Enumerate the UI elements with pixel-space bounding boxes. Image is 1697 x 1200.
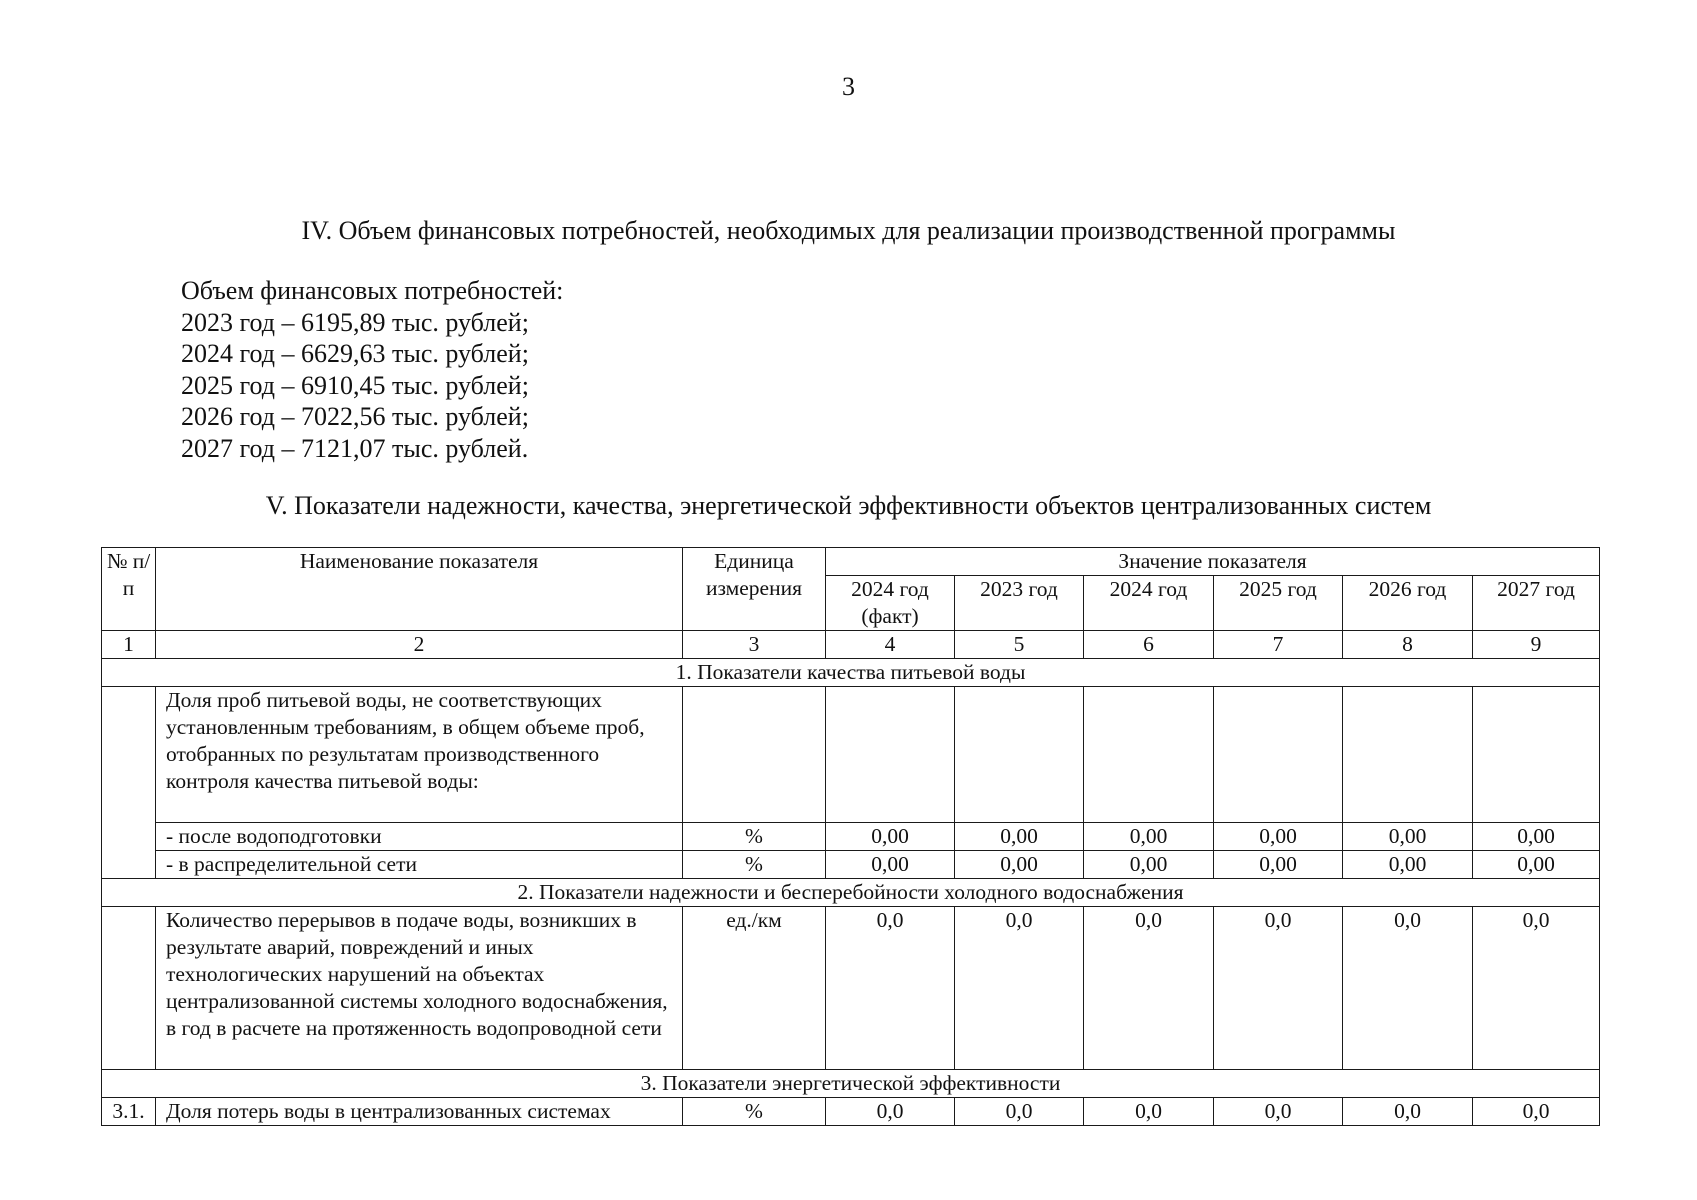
row-num-cell	[102, 907, 156, 1070]
indicator-name: Доля потерь воды в централизованных системах	[156, 1098, 683, 1126]
unit-cell: %	[683, 823, 826, 851]
unit-cell	[683, 687, 826, 823]
column-number: 6	[1084, 631, 1214, 659]
unit-cell: %	[683, 851, 826, 879]
indicator-name: - после водоподготовки	[156, 823, 683, 851]
value-cell: 0,00	[1214, 823, 1343, 851]
indicator-description: Доля проб питьевой воды, не соответствующих установленным требованиям, в общем объеме проб, отобранных по результатам производственного контроля качества питьевой воды:	[156, 687, 683, 823]
value-cell: 0,0	[1473, 1098, 1600, 1126]
row-num-cell: 3.1.	[102, 1098, 156, 1126]
header-name: Наименование показателя	[156, 548, 683, 631]
column-number: 8	[1343, 631, 1473, 659]
row-num-cell	[102, 687, 156, 879]
table-row	[102, 907, 1600, 1070]
table-row	[102, 687, 1600, 823]
value-cell: 0,0	[826, 1098, 955, 1126]
value-cell: 0,00	[826, 851, 955, 879]
table-row	[102, 851, 1600, 879]
section-4-title: IV. Объем финансовых потребностей, необходимых для реализации производственной программы	[301, 216, 1396, 245]
page-number: 3	[842, 72, 855, 101]
unit-cell: %	[683, 1098, 826, 1126]
section-title-cell: 3. Показатели энергетической эффективности	[102, 1070, 1600, 1098]
header-year: 2024 год (факт)	[826, 576, 955, 631]
value-cell: 0,0	[1084, 1098, 1214, 1126]
value-cell	[1343, 687, 1473, 823]
value-cell	[1214, 687, 1343, 823]
header-value-group: Значение показателя	[826, 548, 1600, 576]
column-number: 2	[156, 631, 683, 659]
section-title-cell: 2. Показатели надежности и бесперебойности холодного водоснабжения	[102, 879, 1600, 907]
indicators-table	[101, 547, 1600, 1126]
section-row	[102, 879, 1600, 907]
value-cell: 0,0	[1084, 907, 1214, 1070]
section-title-cell: 1. Показатели качества питьевой воды	[102, 659, 1600, 687]
header-year: 2026 год	[1343, 576, 1473, 631]
header-year: 2023 год	[955, 576, 1084, 631]
indicator-name: Количество перерывов в подаче воды, возникших в результате аварий, повреждений и иных технологических нарушений на объектах централизованной системы холодного водоснабжения, в год в расчете на протяженность водопроводной сети	[156, 907, 683, 1070]
value-cell: 0,0	[1343, 1098, 1473, 1126]
value-cell: 0,00	[1343, 823, 1473, 851]
value-cell: 0,00	[1084, 851, 1214, 879]
header-unit: Единица измерения	[683, 548, 826, 631]
value-cell: 0,0	[955, 907, 1084, 1070]
financial-needs-block	[181, 275, 563, 465]
column-number: 1	[102, 631, 156, 659]
value-cell	[1473, 687, 1600, 823]
column-number: 3	[683, 631, 826, 659]
column-number: 4	[826, 631, 955, 659]
header-year: 2027 год	[1473, 576, 1600, 631]
value-cell: 0,0	[1214, 1098, 1343, 1126]
table-row	[102, 823, 1600, 851]
unit-cell: ед./км	[683, 907, 826, 1070]
column-number: 9	[1473, 631, 1600, 659]
header-num: № п/п	[102, 548, 156, 631]
value-cell: 0,00	[1214, 851, 1343, 879]
value-cell: 0,00	[826, 823, 955, 851]
value-cell: 0,00	[955, 823, 1084, 851]
financial-needs-2026: 2026 год – 7022,56 тыс. рублей;	[181, 402, 529, 432]
financial-needs-2024: 2024 год – 6629,63 тыс. рублей;	[181, 339, 529, 369]
value-cell: 0,00	[1473, 823, 1600, 851]
section-row	[102, 659, 1600, 687]
value-cell: 0,00	[955, 851, 1084, 879]
value-cell: 0,0	[1214, 907, 1343, 1070]
table-header-row	[102, 548, 1600, 576]
column-numbers-row	[102, 631, 1600, 659]
value-cell	[955, 687, 1084, 823]
table-row	[102, 1098, 1600, 1126]
value-cell: 0,00	[1343, 851, 1473, 879]
financial-needs-2023: 2023 год – 6195,89 тыс. рублей;	[181, 307, 529, 337]
header-year: 2024 год	[1084, 576, 1214, 631]
column-number: 5	[955, 631, 1084, 659]
value-cell: 0,0	[826, 907, 955, 1070]
section-row	[102, 1070, 1600, 1098]
indicator-name: - в распределительной сети	[156, 851, 683, 879]
value-cell: 0,00	[1473, 851, 1600, 879]
value-cell	[1084, 687, 1214, 823]
section-5-title: V. Показатели надежности, качества, энергетической эффективности объектов централизованных систем	[265, 491, 1432, 520]
value-cell: 0,0	[955, 1098, 1084, 1126]
financial-needs-heading: Объем финансовых потребностей:	[181, 276, 564, 305]
value-cell	[826, 687, 955, 823]
value-cell: 0,0	[1343, 907, 1473, 1070]
column-number: 7	[1214, 631, 1343, 659]
financial-needs-2027: 2027 год – 7121,07 тыс. рублей.	[181, 433, 529, 463]
value-cell: 0,00	[1084, 823, 1214, 851]
value-cell: 0,0	[1473, 907, 1600, 1070]
header-year: 2025 год	[1214, 576, 1343, 631]
financial-needs-2025: 2025 год – 6910,45 тыс. рублей;	[181, 370, 529, 400]
